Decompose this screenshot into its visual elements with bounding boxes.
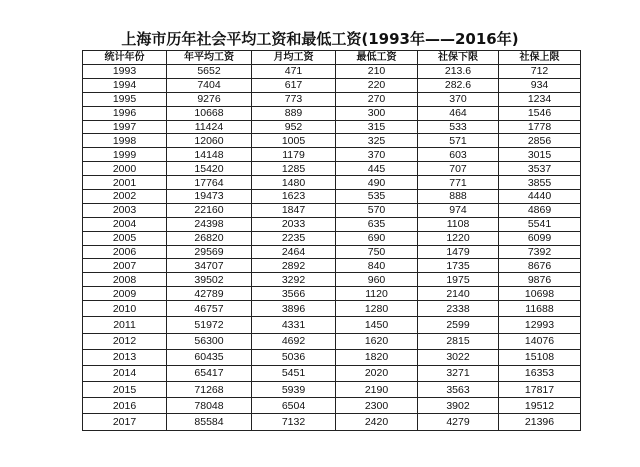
cell-monthly-wage: 889 bbox=[252, 106, 336, 120]
cell-year: 2014 bbox=[83, 365, 167, 381]
cell-annual-wage: 34707 bbox=[167, 259, 252, 273]
cell-monthly-wage: 773 bbox=[252, 92, 336, 106]
cell-year: 2012 bbox=[83, 333, 167, 349]
cell-social-security-min: 2599 bbox=[418, 317, 499, 333]
cell-social-security-min: 282.6 bbox=[418, 78, 499, 92]
cell-social-security-min: 707 bbox=[418, 162, 499, 176]
cell-annual-wage: 65417 bbox=[167, 365, 252, 381]
table-row bbox=[83, 287, 581, 301]
cell-monthly-wage: 3292 bbox=[252, 273, 336, 287]
cell-monthly-wage: 4692 bbox=[252, 333, 336, 349]
cell-year: 2002 bbox=[83, 190, 167, 204]
table-title: 上海市历年社会平均工资和最低工资(1993年——2016年) bbox=[121, 30, 519, 48]
cell-year: 2011 bbox=[83, 317, 167, 333]
header-annual-wage: 年平均工资 bbox=[167, 51, 252, 65]
cell-minimum-wage: 270 bbox=[336, 92, 418, 106]
table-row bbox=[83, 92, 581, 106]
table-row bbox=[83, 203, 581, 217]
cell-year: 2004 bbox=[83, 217, 167, 231]
cell-annual-wage: 7404 bbox=[167, 78, 252, 92]
cell-annual-wage: 26820 bbox=[167, 231, 252, 245]
cell-monthly-wage: 1005 bbox=[252, 134, 336, 148]
cell-monthly-wage: 5036 bbox=[252, 349, 336, 365]
table-row bbox=[83, 176, 581, 190]
cell-year: 1998 bbox=[83, 134, 167, 148]
table-row bbox=[83, 217, 581, 231]
cell-social-security-max: 934 bbox=[499, 78, 581, 92]
cell-social-security-min: 370 bbox=[418, 92, 499, 106]
cell-year: 2016 bbox=[83, 398, 167, 414]
cell-year: 2003 bbox=[83, 203, 167, 217]
header-minimum-wage: 最低工资 bbox=[336, 51, 418, 65]
cell-social-security-max: 1778 bbox=[499, 120, 581, 134]
cell-annual-wage: 11424 bbox=[167, 120, 252, 134]
cell-minimum-wage: 960 bbox=[336, 273, 418, 287]
cell-monthly-wage: 3896 bbox=[252, 301, 336, 317]
cell-social-security-max: 5541 bbox=[499, 217, 581, 231]
cell-annual-wage: 85584 bbox=[167, 414, 252, 430]
cell-minimum-wage: 300 bbox=[336, 106, 418, 120]
table-row bbox=[83, 398, 581, 414]
cell-social-security-min: 1975 bbox=[418, 273, 499, 287]
cell-social-security-max: 11688 bbox=[499, 301, 581, 317]
cell-minimum-wage: 535 bbox=[336, 190, 418, 204]
cell-social-security-max: 16353 bbox=[499, 365, 581, 381]
cell-minimum-wage: 1620 bbox=[336, 333, 418, 349]
cell-social-security-max: 8676 bbox=[499, 259, 581, 273]
table-row bbox=[83, 106, 581, 120]
cell-social-security-max: 1546 bbox=[499, 106, 581, 120]
cell-year: 2015 bbox=[83, 382, 167, 398]
cell-annual-wage: 60435 bbox=[167, 349, 252, 365]
cell-social-security-max: 17817 bbox=[499, 382, 581, 398]
cell-monthly-wage: 5939 bbox=[252, 382, 336, 398]
cell-social-security-max: 12993 bbox=[499, 317, 581, 333]
cell-annual-wage: 51972 bbox=[167, 317, 252, 333]
cell-minimum-wage: 315 bbox=[336, 120, 418, 134]
cell-annual-wage: 39502 bbox=[167, 273, 252, 287]
cell-monthly-wage: 3566 bbox=[252, 287, 336, 301]
cell-year: 1997 bbox=[83, 120, 167, 134]
cell-monthly-wage: 1623 bbox=[252, 190, 336, 204]
table-row bbox=[83, 259, 581, 273]
cell-social-security-min: 771 bbox=[418, 176, 499, 190]
cell-monthly-wage: 1480 bbox=[252, 176, 336, 190]
header-year: 统计年份 bbox=[83, 51, 167, 65]
cell-social-security-min: 3563 bbox=[418, 382, 499, 398]
table-row bbox=[83, 365, 581, 381]
cell-annual-wage: 17764 bbox=[167, 176, 252, 190]
table-row bbox=[83, 333, 581, 349]
header-social-security-min: 社保下限 bbox=[418, 51, 499, 65]
cell-social-security-min: 213.6 bbox=[418, 65, 499, 79]
cell-social-security-max: 21396 bbox=[499, 414, 581, 430]
cell-year: 2008 bbox=[83, 273, 167, 287]
table-row bbox=[83, 148, 581, 162]
cell-social-security-max: 4869 bbox=[499, 203, 581, 217]
table-row bbox=[83, 245, 581, 259]
table-row bbox=[83, 414, 581, 430]
cell-social-security-min: 3271 bbox=[418, 365, 499, 381]
cell-social-security-min: 4279 bbox=[418, 414, 499, 430]
table-row bbox=[83, 382, 581, 398]
table-row bbox=[83, 65, 581, 79]
cell-social-security-min: 603 bbox=[418, 148, 499, 162]
cell-minimum-wage: 1120 bbox=[336, 287, 418, 301]
cell-social-security-max: 3015 bbox=[499, 148, 581, 162]
cell-monthly-wage: 2464 bbox=[252, 245, 336, 259]
table-row bbox=[83, 231, 581, 245]
cell-year: 1999 bbox=[83, 148, 167, 162]
table-row bbox=[83, 273, 581, 287]
cell-year: 2010 bbox=[83, 301, 167, 317]
cell-year: 1996 bbox=[83, 106, 167, 120]
cell-minimum-wage: 325 bbox=[336, 134, 418, 148]
table-body bbox=[83, 65, 581, 431]
cell-monthly-wage: 6504 bbox=[252, 398, 336, 414]
cell-monthly-wage: 5451 bbox=[252, 365, 336, 381]
cell-social-security-min: 571 bbox=[418, 134, 499, 148]
cell-minimum-wage: 490 bbox=[336, 176, 418, 190]
cell-social-security-max: 3855 bbox=[499, 176, 581, 190]
cell-monthly-wage: 471 bbox=[252, 65, 336, 79]
cell-minimum-wage: 2190 bbox=[336, 382, 418, 398]
cell-year: 1993 bbox=[83, 65, 167, 79]
cell-social-security-max: 4440 bbox=[499, 190, 581, 204]
cell-minimum-wage: 370 bbox=[336, 148, 418, 162]
cell-monthly-wage: 4331 bbox=[252, 317, 336, 333]
cell-social-security-min: 1479 bbox=[418, 245, 499, 259]
cell-social-security-max: 14076 bbox=[499, 333, 581, 349]
table-row bbox=[83, 78, 581, 92]
cell-social-security-min: 2338 bbox=[418, 301, 499, 317]
cell-minimum-wage: 1280 bbox=[336, 301, 418, 317]
cell-annual-wage: 19473 bbox=[167, 190, 252, 204]
cell-year: 2007 bbox=[83, 259, 167, 273]
table-row bbox=[83, 134, 581, 148]
cell-annual-wage: 29569 bbox=[167, 245, 252, 259]
cell-annual-wage: 22160 bbox=[167, 203, 252, 217]
table-row bbox=[83, 349, 581, 365]
cell-year: 2006 bbox=[83, 245, 167, 259]
cell-monthly-wage: 7132 bbox=[252, 414, 336, 430]
cell-minimum-wage: 445 bbox=[336, 162, 418, 176]
cell-annual-wage: 12060 bbox=[167, 134, 252, 148]
cell-annual-wage: 78048 bbox=[167, 398, 252, 414]
cell-year: 2009 bbox=[83, 287, 167, 301]
cell-social-security-max: 9876 bbox=[499, 273, 581, 287]
cell-minimum-wage: 2300 bbox=[336, 398, 418, 414]
cell-minimum-wage: 570 bbox=[336, 203, 418, 217]
cell-social-security-min: 2140 bbox=[418, 287, 499, 301]
header-monthly-wage: 月均工资 bbox=[252, 51, 336, 65]
cell-social-security-min: 3022 bbox=[418, 349, 499, 365]
cell-monthly-wage: 952 bbox=[252, 120, 336, 134]
cell-monthly-wage: 1179 bbox=[252, 148, 336, 162]
cell-annual-wage: 42789 bbox=[167, 287, 252, 301]
cell-minimum-wage: 690 bbox=[336, 231, 418, 245]
cell-social-security-max: 19512 bbox=[499, 398, 581, 414]
cell-social-security-min: 1735 bbox=[418, 259, 499, 273]
cell-social-security-min: 1108 bbox=[418, 217, 499, 231]
cell-monthly-wage: 2033 bbox=[252, 217, 336, 231]
header-social-security-max: 社保上限 bbox=[499, 51, 581, 65]
cell-year: 1994 bbox=[83, 78, 167, 92]
cell-monthly-wage: 617 bbox=[252, 78, 336, 92]
cell-year: 2005 bbox=[83, 231, 167, 245]
cell-annual-wage: 24398 bbox=[167, 217, 252, 231]
cell-annual-wage: 56300 bbox=[167, 333, 252, 349]
cell-minimum-wage: 635 bbox=[336, 217, 418, 231]
cell-minimum-wage: 1450 bbox=[336, 317, 418, 333]
cell-monthly-wage: 2892 bbox=[252, 259, 336, 273]
cell-minimum-wage: 220 bbox=[336, 78, 418, 92]
cell-minimum-wage: 2020 bbox=[336, 365, 418, 381]
cell-minimum-wage: 1820 bbox=[336, 349, 418, 365]
cell-social-security-min: 533 bbox=[418, 120, 499, 134]
cell-minimum-wage: 840 bbox=[336, 259, 418, 273]
header-row bbox=[83, 51, 581, 65]
cell-minimum-wage: 750 bbox=[336, 245, 418, 259]
cell-social-security-min: 2815 bbox=[418, 333, 499, 349]
cell-annual-wage: 5652 bbox=[167, 65, 252, 79]
table-row bbox=[83, 190, 581, 204]
cell-year: 2001 bbox=[83, 176, 167, 190]
table-row bbox=[83, 317, 581, 333]
cell-year: 1995 bbox=[83, 92, 167, 106]
cell-minimum-wage: 2420 bbox=[336, 414, 418, 430]
cell-social-security-max: 15108 bbox=[499, 349, 581, 365]
cell-social-security-min: 888 bbox=[418, 190, 499, 204]
cell-social-security-max: 7392 bbox=[499, 245, 581, 259]
cell-annual-wage: 71268 bbox=[167, 382, 252, 398]
cell-social-security-min: 464 bbox=[418, 106, 499, 120]
cell-social-security-min: 1220 bbox=[418, 231, 499, 245]
cell-social-security-min: 3902 bbox=[418, 398, 499, 414]
cell-social-security-max: 3537 bbox=[499, 162, 581, 176]
table-row bbox=[83, 120, 581, 134]
cell-social-security-max: 1234 bbox=[499, 92, 581, 106]
wage-table bbox=[82, 50, 581, 431]
cell-year: 2013 bbox=[83, 349, 167, 365]
cell-monthly-wage: 2235 bbox=[252, 231, 336, 245]
cell-minimum-wage: 210 bbox=[336, 65, 418, 79]
cell-annual-wage: 15420 bbox=[167, 162, 252, 176]
cell-year: 2000 bbox=[83, 162, 167, 176]
cell-monthly-wage: 1847 bbox=[252, 203, 336, 217]
cell-social-security-max: 712 bbox=[499, 65, 581, 79]
cell-annual-wage: 9276 bbox=[167, 92, 252, 106]
cell-year: 2017 bbox=[83, 414, 167, 430]
cell-social-security-max: 6099 bbox=[499, 231, 581, 245]
cell-social-security-max: 2856 bbox=[499, 134, 581, 148]
cell-social-security-max: 10698 bbox=[499, 287, 581, 301]
cell-annual-wage: 10668 bbox=[167, 106, 252, 120]
cell-social-security-min: 974 bbox=[418, 203, 499, 217]
table-row bbox=[83, 162, 581, 176]
table-row bbox=[83, 301, 581, 317]
cell-annual-wage: 46757 bbox=[167, 301, 252, 317]
cell-monthly-wage: 1285 bbox=[252, 162, 336, 176]
cell-annual-wage: 14148 bbox=[167, 148, 252, 162]
